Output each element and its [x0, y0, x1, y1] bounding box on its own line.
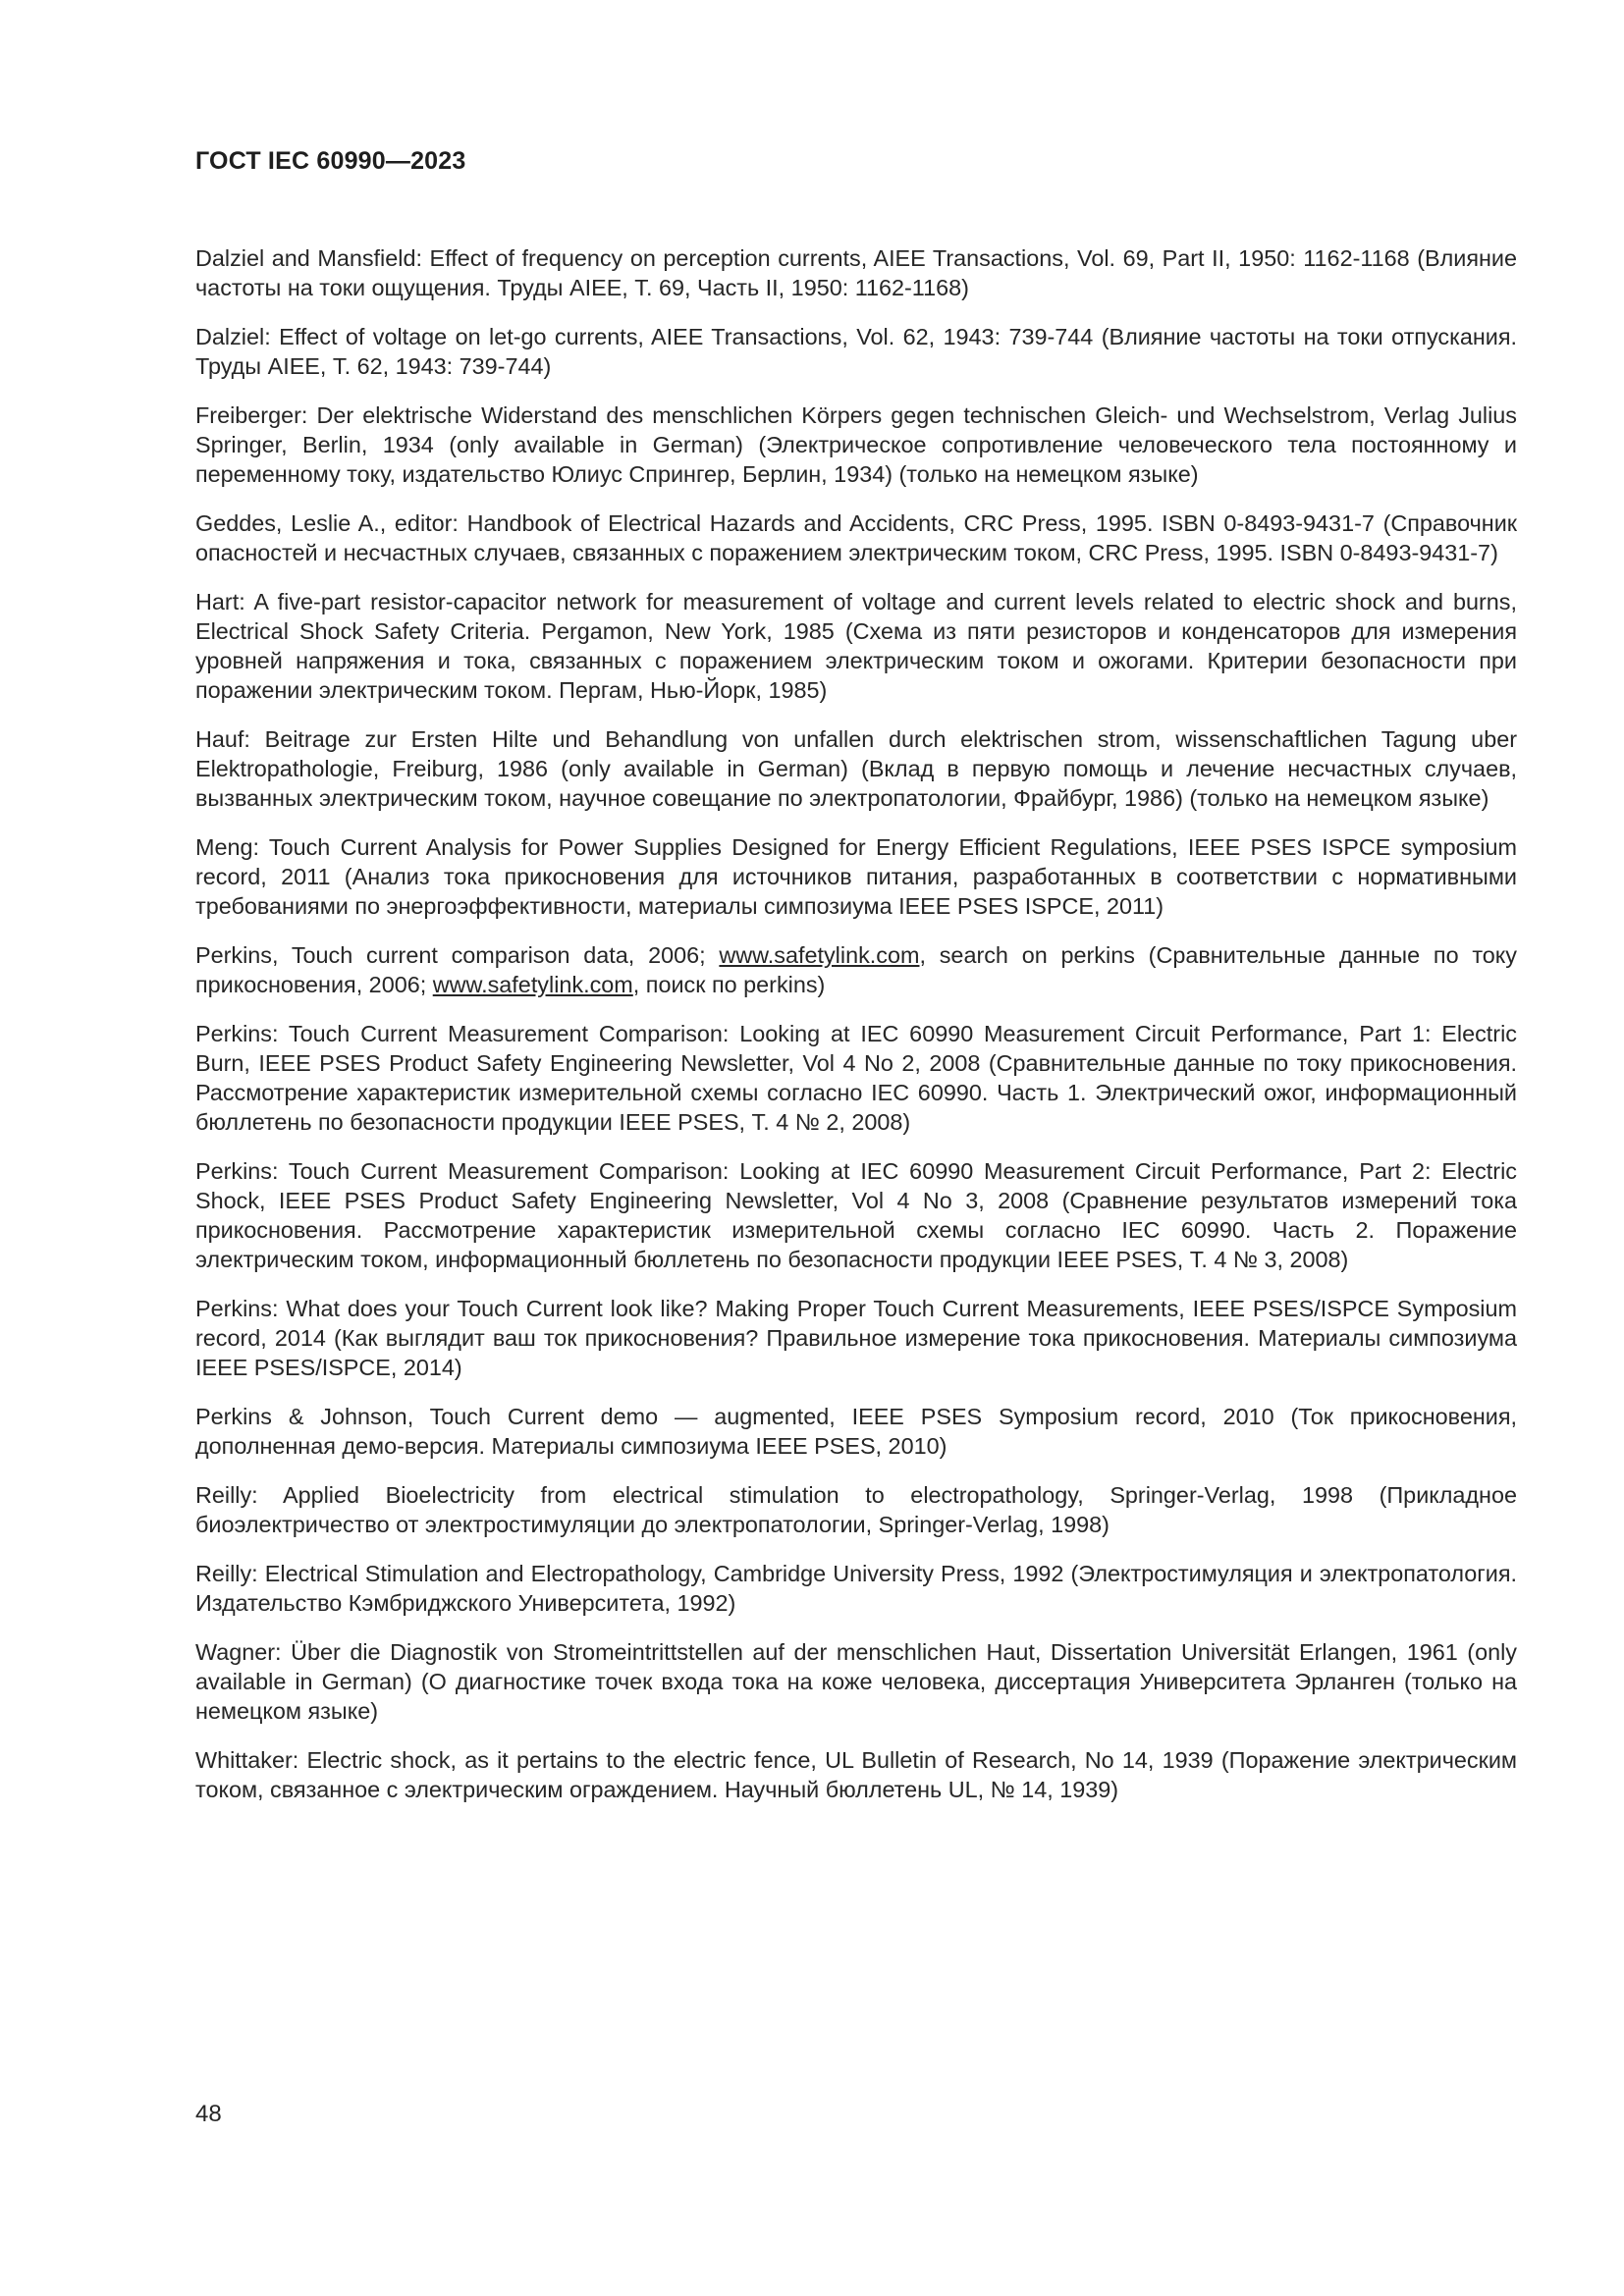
reference-whittaker: Whittaker: Electric shock, as it pertains to the electric fence, UL Bulletin of Research, No 14, 1939 (Поражение электрическим током, связанное с электрическим ограждением. Научный бюллетень UL, № 14, 1939) [195, 1747, 1517, 1802]
reference-hauf: Hauf: Beitrage zur Ersten Hilte und Behandlung von unfallen durch elektrischen strom, wissenschaftlichen Tagung uber Elektropathologie, Freiburg, 1986 (only available in German) (Вклад в первую помощь и лечение несчастных случаев, вызванных электрическим током, научное совещание по электропатологии, Фрайбург, 1986) (только на немецком языке) [195, 726, 1517, 811]
safetylink-link[interactable]: www.safetylink.com [719, 942, 920, 968]
reference-hart: Hart: A five-part resistor-capacitor network for measurement of voltage and current levels related to electric shock and burns, Electrical Shock Safety Criteria. Pergamon, New York, 1985 (Схема из пяти резисторов и конденсаторов для измерения уровней напряжения и тока, связанных с поражением электрическим током и ожогами. Критерии безопасности при поражении электрическим током. Пергам, Нью-Йорк, 1985) [195, 589, 1517, 703]
reference-perkins-part2: Perkins: Touch Current Measurement Comparison: Looking at IEC 60990 Measurement Circuit Performance, Part 2: Electric Shock, IEEE PSES Product Safety Engineering Newsletter, Vol 4 No 3, 2008 (Сравнение результатов измерений тока прикосновения. Рассмотрение характеристик измерительной схемы согласно IEC 60990. Часть 2. Поражение электрическим током, информационный бюллетень по безопасности продукции IEEE PSES, Т. 4 № 3, 2008) [195, 1158, 1517, 1272]
safetylink-link[interactable]: www.safetylink.com [432, 972, 633, 997]
reference-perkins-2014: Perkins: What does your Touch Current look like? Making Proper Touch Current Measurements, IEEE PSES/ISPCE Symposium record, 2014 (Как выглядит ваш ток прикосновения? Правильное измерение тока прикосновения. Материалы симпозиума IEEE PSES/ISPCE, 2014) [195, 1296, 1517, 1380]
reference-wagner: Wagner: Über die Diagnostik von Stromeintrittstellen auf der menschlichen Haut, Dissertation Universität Erlangen, 1961 (only available in German) (О диагностике точек входа тока на коже человека, диссертация Университета Эрланген (только на немецком языке) [195, 1639, 1517, 1724]
reference-freiberger: Freiberger: Der elektrische Widerstand des menschlichen Körpers gegen technischen Gleich- und Wechselstrom, Verlag Julius Springer, Berlin, 1934 (only available in German) (Электрическое сопротивление человеческого тела постоянному и переменному току, издательство Юлиус Спрингер, Берлин, 1934) (только на немецком языке) [195, 402, 1517, 487]
reference-perkins-2006 [195, 940, 1517, 999]
reference-dalziel: Dalziel: Effect of voltage on let-go currents, AIEE Transactions, Vol. 62, 1943: 739-744 (Влияние частоты на токи отпускания. Труды AIEE, Т. 62, 1943: 739-744) [195, 324, 1517, 379]
reference-text-segment: , поиск по perkins) [632, 972, 826, 997]
reference-meng: Meng: Touch Current Analysis for Power Supplies Designed for Energy Efficient Regulations, IEEE PSES ISPCE symposium record, 2011 (Анализ тока прикосновения для источников питания, разработанных в соответствии с нормативными требованиями по энергоэффективности, материалы симпозиума IEEE PSES ISPCE, 2011) [195, 834, 1517, 919]
reference-perkins-part1: Perkins: Touch Current Measurement Comparison: Looking at IEC 60990 Measurement Circuit Performance, Part 1: Electric Burn, IEEE PSES Product Safety Engineering Newsletter, Vol 4 No 2, 2008 (Сравнительные данные по току прикосновения. Рассмотрение характеристик измерительной схемы согласно IEC 60990. Часть 1. Электрический ожог, информационный бюллетень по безопасности продукции IEEE PSES, Т. 4 № 2, 2008) [195, 1021, 1517, 1135]
document-standard-id: ГОСТ IEC 60990—2023 [195, 147, 466, 175]
reference-text-segment: , search on perkins (Сравнительные данные по току прикосновения, 2006; [195, 942, 1517, 997]
reference-reilly-1992: Reilly: Electrical Stimulation and Electropathology, Cambridge University Press, 1992 (Электростимуляция и электропатология. Издательство Кэмбриджского Университета, 1992) [195, 1561, 1517, 1616]
page-number: 48 [195, 2101, 222, 2127]
reference-reilly-1998: Reilly: Applied Bioelectricity from electrical stimulation to electropathology, Springer-Verlag, 1998 (Прикладное биоэлектричество от электростимуляции до электропатологии, Springer-Verlag, 1998) [195, 1482, 1517, 1537]
reference-dalziel-mansfield: Dalziel and Mansfield: Effect of frequency on perception currents, AIEE Transactions, Vol. 69, Part II, 1950: 1162-1168 (Влияние частоты на токи ощущения. Труды AIEE, Т. 69, Часть II, 1950: 1162-1168) [195, 245, 1517, 300]
reference-text-segment: Perkins, Touch current comparison data, 2006; [195, 942, 720, 968]
bibliography-list [195, 243, 1517, 1824]
reference-geddes: Geddes, Leslie A., editor: Handbook of Electrical Hazards and Accidents, CRC Press, 1995. ISBN 0-8493-9431-7 (Справочник опасностей и несчастных случаев, связанных с поражением электрическим током, CRC Press, 1995. ISBN 0-8493-9431-7) [195, 510, 1517, 565]
reference-perkins-johnson: Perkins & Johnson, Touch Current demo — augmented, IEEE PSES Symposium record, 2010 (Ток прикосновения, дополненная демо-версия. Материалы симпозиума IEEE PSES, 2010) [195, 1404, 1517, 1459]
